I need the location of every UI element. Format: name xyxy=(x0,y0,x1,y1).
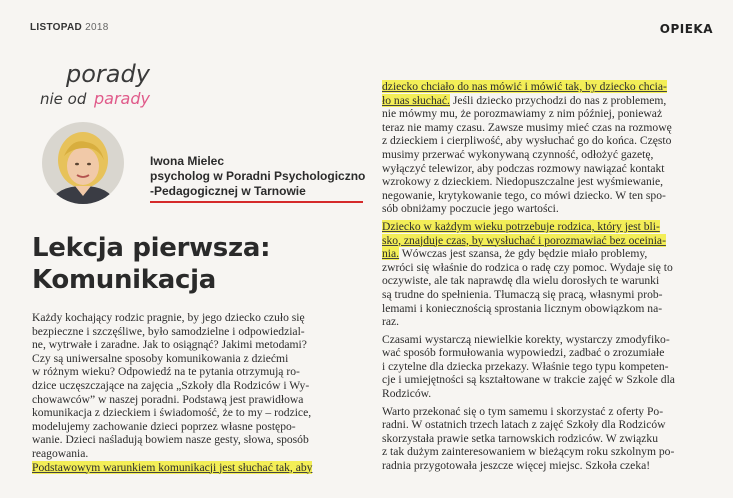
text-line: wzrokowy z dzieckiem. Niedopuszczalne jest wyśmiewanie, xyxy=(382,175,664,189)
section-name: OPIEKA xyxy=(659,22,713,36)
issue-month: LISTOPAD xyxy=(30,22,83,33)
text-line: ne, wytrwałe i zaradne. Jak to osiągnąć? Jakimi metodami? xyxy=(32,338,307,352)
highlighted-text: nia. xyxy=(382,247,400,261)
text-line: Jeśli dziecko przychodzi do nas z problemem, xyxy=(449,93,667,107)
author-name: Iwona Mielec xyxy=(150,154,225,168)
offer-paragraph xyxy=(382,405,714,473)
text-line: negowanie, krytykowanie tego, co mówi dziecko. W ten spo- xyxy=(382,188,666,202)
text-line: komunikacja z dzieckiem i świadomość, że to my – rodzice, xyxy=(32,406,312,420)
text-line: Wówczas jest szansa, że gdy będzie miało problemy, xyxy=(399,247,648,261)
highlighted-text: Podstawowym warunkiem komunikacji jest słuchać tak, aby xyxy=(32,460,313,474)
text-line: wanie. Dzieci naśladują bowiem nasze gesty, słowa, sposób xyxy=(32,433,309,447)
text-line: Czy są uniwersalne sposoby komunikowania z dziećmi xyxy=(32,351,289,365)
text-line: oczywiste, ale tak naprawdę dla wielu dorosłych te warunki xyxy=(382,274,660,288)
text-line: Rodziców. xyxy=(382,387,432,401)
text-line: radni. W ostatnich trzech latach z zajęć Szkoły dla Rodziców xyxy=(382,418,666,432)
author-divider xyxy=(150,201,363,203)
text-line: lemami i koniecznością sprostania licznym obowiązkom na- xyxy=(382,301,663,315)
left-column xyxy=(32,311,362,474)
issue-date xyxy=(30,22,109,33)
author-photo xyxy=(42,122,124,204)
text-line: i czytelne dla dziecka przekazy. Właśnie tego typu kompeten- xyxy=(382,359,669,373)
highlighted-paragraph xyxy=(32,461,362,475)
text-line: bezpieczne i szczęśliwe, było samodzielne i odpowiedzial- xyxy=(32,324,305,338)
text-line: Każdy kochający rodzic pragnie, by jego dziecko czuło się xyxy=(32,311,305,324)
title-line-2: Komunikacja xyxy=(32,265,216,295)
text-line: raz. xyxy=(382,315,400,329)
author-role-line-1: psycholog w Poradni Psychologiczno xyxy=(150,169,366,183)
logo-word-parady: parady xyxy=(94,89,150,108)
title-line-1: Lekcja pierwsza: xyxy=(32,233,271,263)
text-line: wyłączyć telewizor, aby podczas rozmowy nawiązać kontakt xyxy=(382,161,665,175)
intro-paragraph xyxy=(32,311,362,461)
text-line: są trudne do spełnienia. Tłumaczą się pracą, własnymi prob- xyxy=(382,287,663,301)
text-line: chowawców” w naszej poradni. Podstawą jest prawidłowa xyxy=(32,392,304,406)
author-block xyxy=(150,154,366,199)
highlighted-text: Dziecko w każdym wieku potrzebuje rodzica, który jest bli- xyxy=(382,219,660,233)
corrections-paragraph xyxy=(382,333,714,401)
text-line: radnia przygotowała jeszcze więcej miejsc. Szkoła czeka! xyxy=(382,459,651,473)
logo-word-nie-od: nie od xyxy=(40,90,87,108)
text-line: z tak dużym zainteresowaniem w bieżącym roku szkolnym po- xyxy=(382,445,675,459)
text-line: w różnym wieku? Odpowiedź na te pytania otrzymują ro- xyxy=(32,365,300,379)
highlighted-text: ło nas słuchać. xyxy=(382,93,450,107)
text-line: musimy przerwać wykonywaną czynność, odłożyć gazetę, xyxy=(382,147,654,161)
parent-presence-paragraph xyxy=(382,220,714,329)
issue-year: 2018 xyxy=(85,22,109,33)
right-column xyxy=(382,80,714,473)
listening-paragraph xyxy=(382,80,714,216)
porady-logo xyxy=(32,56,192,114)
logo-word-porady: porady xyxy=(66,60,150,88)
text-line: Warto przekonać się o tym samemu i skorzystać z oferty Po- xyxy=(382,404,664,418)
highlighted-text: sko, znajduje czas, by wysłuchać i porozmawiać bez oceinia- xyxy=(382,233,666,247)
text-line: zwróci się właśnie do rodzica o radę czy pomoc. Wydaje się to xyxy=(382,260,673,274)
text-line: Czasami wystarczą niewielkie korekty, wystarczy zmodyfiko- xyxy=(382,332,670,346)
text-line: teraz nie mamy czasu. Zawsze musimy mieć czas na rozmowę xyxy=(382,120,672,134)
text-line: cje i umiejętności są kształtowane w trakcie zajęć w Szkole dla xyxy=(382,373,675,387)
text-line: dzice uczęszczające na zajęcia „Szkoły dla Rodziców i Wy- xyxy=(32,378,310,392)
text-line: modelujemy zachowanie dzieci poprzez własne postępo- xyxy=(32,419,296,433)
text-line: wać sposób formułowania wypowiedzi, zadbać o zrozumiałe xyxy=(382,346,665,360)
text-line: reagowania. xyxy=(32,446,89,460)
highlighted-text: dziecko chciało do nas mówić i mówić tak, by dziecko chcia- xyxy=(382,80,667,93)
text-line: skorzystała prawie setka tarnowskich rodziców. W związku xyxy=(382,431,659,445)
article-title xyxy=(32,232,270,296)
author-role-line-2: -Pedagogicznej w Tarnowie xyxy=(150,184,306,198)
text-line: nie mówmy mu, że porozmawiamy z nim później, ponieważ xyxy=(382,107,663,121)
text-line: z dzieckiem i cierpliwość, aby wysłuchać go do końca. Często xyxy=(382,134,672,148)
text-line: sób obniżamy poczucie jego wartości. xyxy=(382,202,559,216)
